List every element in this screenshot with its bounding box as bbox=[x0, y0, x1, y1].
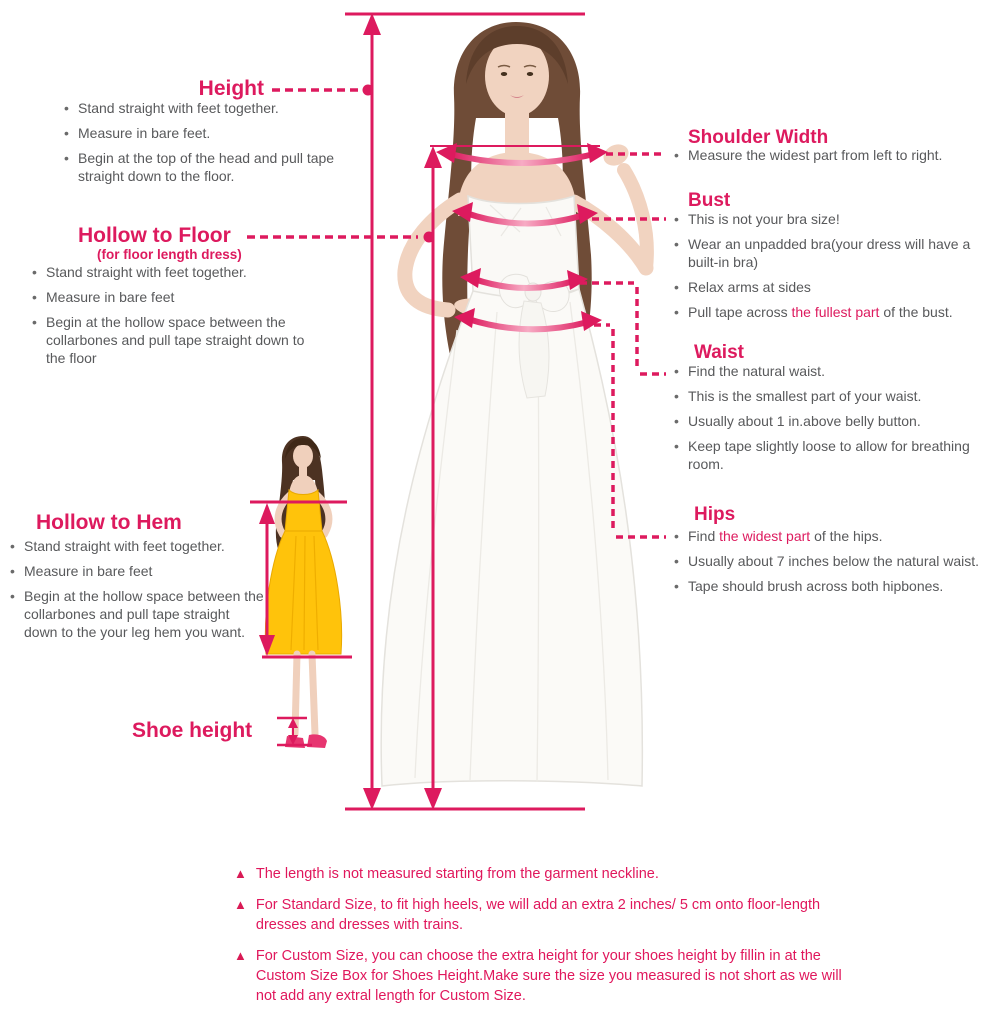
list-item: • Relax arms at sides bbox=[672, 279, 990, 297]
waist-title: Waist bbox=[694, 342, 744, 363]
warning-note bbox=[234, 864, 846, 884]
waist-bullet-list bbox=[672, 363, 982, 481]
shoulder-width-bullet-list bbox=[672, 147, 990, 172]
list-item: • Usually about 7 inches below the natural waist. bbox=[672, 553, 984, 571]
list-item: • Pull tape across the fullest part of the bust. bbox=[672, 304, 990, 322]
height-bullet-list bbox=[62, 100, 344, 193]
warning-note-text: For Standard Size, to fit high heels, we will add an extra 2 inches/ 5 cm onto floor-length dresses and dresses with trains. bbox=[255, 897, 821, 934]
warning-triangle-icon: ▲ bbox=[234, 866, 247, 881]
list-item: • Usually about 1 in.above belly button. bbox=[672, 413, 982, 431]
list-item: • Measure in bare feet bbox=[30, 289, 322, 307]
small-model-face bbox=[293, 444, 313, 468]
height-title: Height bbox=[198, 77, 264, 100]
hollow-to-floor-subtitle: (for floor length dress) bbox=[97, 247, 242, 262]
hollow-to-floor-bullet-list bbox=[30, 264, 322, 375]
bust-title: Bust bbox=[688, 190, 731, 211]
small-model-illustration bbox=[265, 436, 341, 748]
list-item: • Stand straight with feet together. bbox=[30, 264, 322, 282]
list-item: • Tape should brush across both hipbones. bbox=[672, 578, 984, 596]
list-item: • Find the widest part of the hips. bbox=[672, 528, 984, 546]
gown-skirt bbox=[381, 289, 642, 786]
hips-bullet-list bbox=[672, 528, 984, 603]
hollow-to-floor-title: Hollow to Floor bbox=[78, 224, 231, 247]
list-item: • This is the smallest part of your waist. bbox=[672, 388, 982, 406]
warning-notes bbox=[234, 864, 846, 1017]
warning-note-text: The length is not measured starting from the garment neckline. bbox=[255, 866, 659, 882]
list-item: • Measure the widest part from left to right. bbox=[672, 147, 990, 165]
list-item: • Stand straight with feet together. bbox=[62, 100, 344, 118]
list-item: • Find the natural waist. bbox=[672, 363, 982, 381]
list-item: • Begin at the hollow space between the collarbones and pull tape straight down to the your leg hem you want. bbox=[8, 588, 264, 642]
list-item: • Measure in bare feet. bbox=[62, 125, 344, 143]
hollow-to-hem-bullet-list bbox=[8, 538, 264, 649]
main-model-illustration bbox=[381, 22, 647, 786]
bust-bullet-list bbox=[672, 211, 990, 329]
list-item: • This is not your bra size! bbox=[672, 211, 990, 229]
hollow-to-hem-title: Hollow to Hem bbox=[36, 511, 182, 534]
shoe-height-title: Shoe height bbox=[132, 719, 253, 742]
list-item: • Measure in bare feet bbox=[8, 563, 264, 581]
warning-triangle-icon: ▲ bbox=[234, 948, 247, 964]
warning-triangle-icon: ▲ bbox=[234, 897, 247, 913]
hips-title: Hips bbox=[694, 504, 736, 525]
shoulder-width-title: Shoulder Width bbox=[688, 127, 829, 148]
warning-note-text: For Custom Size, you can choose the extra height for your shoes height by fillin in at the Custom Size Box for Shoes Height.Make sure the size you measured is not short as we will not add any extral length for Custom Size. bbox=[255, 948, 842, 1005]
warning-note bbox=[234, 895, 846, 935]
warning-note bbox=[234, 946, 846, 1006]
list-item: • Wear an unpadded bra(your dress will have a built-in bra) bbox=[672, 236, 990, 272]
list-item: • Stand straight with feet together. bbox=[8, 538, 264, 556]
list-item: • Begin at the hollow space between the collarbones and pull tape straight down to the floor bbox=[30, 314, 322, 368]
list-item: • Keep tape slightly loose to allow for breathing room. bbox=[672, 438, 982, 474]
list-item: • Begin at the top of the head and pull tape straight down to the floor. bbox=[62, 150, 344, 186]
